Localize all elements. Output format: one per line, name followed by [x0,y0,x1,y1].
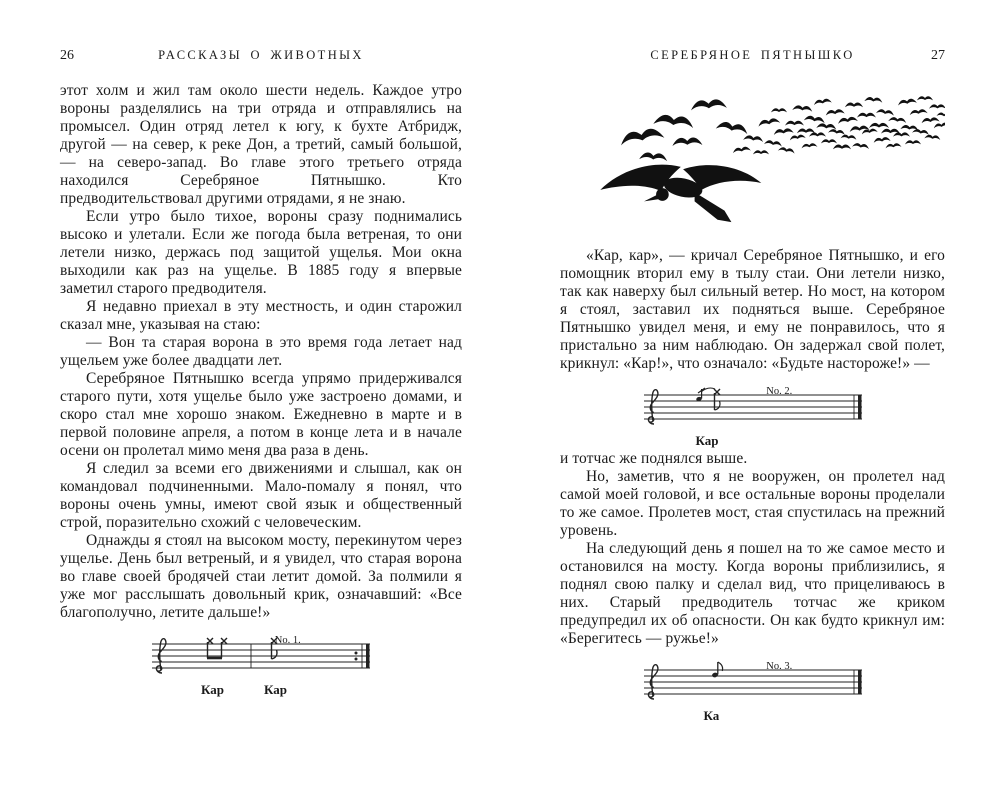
music-lyrics [146,682,376,699]
note-group-1 [207,638,227,658]
staff-lines [644,670,862,694]
paragraph: Серебряное Пятнышко всегда упрямо придерживался старого пути, хотя ущелье было уже застроено домами, и скоро стал мне хорошо знаком. Ежедневно в марте и в первой половине апреля, а потом в конце лета и в начале осени он пролетал мимо меня два раза в день. [60,370,462,459]
lyric-syllable: Кар [201,682,224,697]
staff-lines [152,644,370,668]
final-barline [858,395,862,419]
paragraph: Я следил за всеми его движениями и слышал, как он командовал подчиненными. Мало-помалу я понял, что вороны очень умны, имеют свой язык и общественный строй, поразительно схожий с человеческим. [60,460,462,531]
page-header-right [560,48,945,66]
paragraph: Однажды я стоял на высоком мосту, перекинутом через ущелье. День был ветреный, и я увидел, что старая ворона во главе своей бродячей стаи летит домой. За полмили я уже мог расслышать довольный крик, означавший: «Все благополучно, летите дальше!» [60,532,462,621]
music-staff [146,635,376,677]
music-number-label: No. 1. [274,635,301,646]
music-number-label: No. 3. [766,661,793,672]
page-header-left [60,48,462,66]
music-staff [638,661,868,703]
music-notation-1 [146,635,376,699]
page-right [560,48,945,725]
crow-flock-svg [560,82,945,237]
large-crow-icon [600,165,761,222]
music-notation-3 [638,661,868,725]
music-staff [638,386,868,428]
staff-lines [644,395,862,419]
page-number-right: 27 [931,48,945,63]
page-number-left: 26 [60,48,74,63]
lyric-syllable: Ка [703,708,720,723]
lyric-syllable: Кар [264,682,287,697]
final-barline [366,644,370,668]
crow-flock-illustration [560,82,945,237]
page-left [60,48,462,699]
paragraph: «Кар, кар», — кричал Серебряное Пятнышко, и его помощник вторил ему в тылу стаи. Они летели низко, так как наверху был сильный ветер. Но мост, на котором я стоял, заставил их подняться выше. Серебряное Пятнышко увидел меня, и ему не понравилось, что я пристально за ним наблюдаю. Он задержал свой полет, крикнул: «Кар!», что означало: «Будьте настороже!» — [560,247,945,372]
paragraph: Я недавно приехал в эту местность, и один старожил сказал мне, указывая на стаю: [60,298,462,333]
running-title-left: РАССКАЗЫ О ЖИВОТНЫХ [158,48,364,62]
paragraph: Если утро было тихое, вороны сразу поднимались высоко и улетали. Если же погода была ветреная, то они летели низко, держась под защитой ущелья. Мои окна выходили как раз на ущелье. В 1885 году я впервые заметил старого предводителя. [60,208,462,297]
music-number-label: No. 2. [766,386,793,397]
music-notation-2 [638,386,868,450]
paragraph: — Вон та старая ворона в это время года летает над ущельем уже более двадцати лет. [60,334,462,369]
running-title-right: СЕРЕБРЯНОЕ ПЯТНЫШКО [650,48,855,62]
paragraph: и тотчас же поднялся выше. [560,450,748,467]
lyric-syllable: Кар [695,433,719,448]
music-lyrics [638,433,868,450]
paragraph: Но, заметив, что я не вооружен, он пролетел над самой моей головой, и все остальные вороны проделали то же самое. Пролетев мост, стая спустилась на прежний уровень. [560,468,945,539]
paragraph: На следующий день я пошел на то же самое место и остановился на мосту. Когда вороны приблизились, я поднял свою палку и сделал вид, что прицеливаюсь в них. Старый предводитель тотчас же криком предупредил их об опасности. Он как будто крикнул им: «Берегитесь — ружье!» [560,540,945,647]
final-barline [858,670,862,694]
music-lyrics [638,708,868,725]
paragraph: этот холм и жил там около шести недель. Каждое утро вороны разделялись на три отряда и отправлялись на промысел. Один отряд летел к югу, к бухте Атбридж, другой — на север, к реке Дон, а третий, самый большой, — на северо-запад. Во главе этого третьего отряда находился Серебряное Пятнышко. Кто предводительствовал другими отрядами, я не знаю. [60,82,462,207]
